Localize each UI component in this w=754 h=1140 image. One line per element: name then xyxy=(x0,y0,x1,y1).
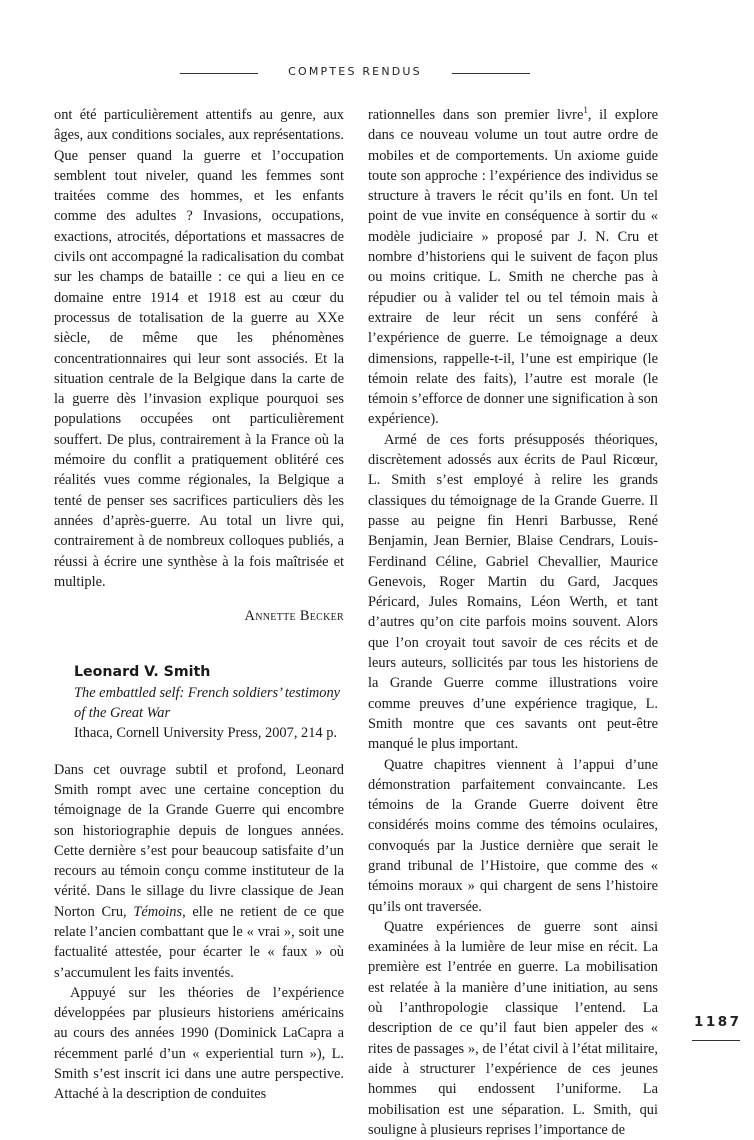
work-title-temoins: Témoins xyxy=(133,903,183,920)
footnote-marker: 1 xyxy=(583,105,588,116)
running-header xyxy=(0,62,754,86)
right-paragraph-1-a: rationnelles dans son premier livre xyxy=(368,107,584,123)
right-paragraph-4: Quatre expériences de guerre sont ainsi examinées à la lumière de leur mise en récit. La première est l’entrée en guerre. La mobilisation est relatée à la manière d’une initiation, au sens où l’anthropologie classique l’entend. La description de ce qu’il faut bien appeler des « rites de passages », de l’état civil à l’état militaire, aide à structurer l’expérience de ces jeunes hommes qui endossent l’uniforme. La mobilisation est une séparation. L. Smith, qui souligne à plusieurs reprises l’importance de xyxy=(368,918,658,1138)
running-title: COMPTES RENDUS xyxy=(288,65,422,78)
right-paragraph-1-b: , il explore dans ce nouveau volume un tout autre ordre de mobiles et de comportements. Un axiome guide toute son approche : l’expérience des individus se structure à travers le récit qu’ils en font. Un tel point de vue invite en conséquence à sortir du « modèle judiciaire » proposé par J. N. Cru et nombre d’historiens qui le suivent de façon plus ou moins critique. L. Smith ne cherche pas à répudier ou à valider tel ou tel témoin mais à extraire de leur récit un sens conféré à l’expérience de guerre. Le témoignage a deux dimensions, rappelle-t-il, l’une est empirique (le témoin relate des faits), l’autre est morale (le témoin s’efforce de donner une signification à son expérience). xyxy=(368,107,658,428)
book-title: The embattled self: French soldiers’ testimony of the Great War xyxy=(74,684,341,722)
page-number: 1187 xyxy=(694,1014,742,1030)
left-paragraph-2-a: Dans cet ouvrage subtil et profond, Leonard Smith rompt avec une certaine conception du témoignage de la Grande Guerre qui encombre son historiographie depuis de longues années. Cette dernière s’est pour beaucoup satisfaite d’un recours au témoin conçu comme instituteur de la vérité. Dans le sillage du livre classique de Jean Norton Cru, xyxy=(54,761,344,920)
book-publication: Ithaca, Cornell University Press, 2007, 214 p. xyxy=(74,725,337,742)
right-paragraph-3: Quatre chapitres viennent à l’appui d’une démonstration parfaitement convaincante. Les témoins de la Grande Guerre doivent être considérés moins comme des témoins oculaires, convoqués par la Justice dernière que serait le grand tribunal de l’Histoire, que comme des « témoins moraux » qui chargent de sens l’histoire qu’ils ont traversée. xyxy=(368,756,658,915)
left-column xyxy=(54,105,344,1105)
right-paragraph-1 xyxy=(368,105,658,430)
header-rule-right xyxy=(452,73,530,74)
right-paragraph-2: Armé de ces forts présupposés théoriques, discrètement adossés aux écrits de Paul Ricœur, L. Smith s’est employé à relire les grands classiques du témoignage de la Grande Guerre. Il passe au peigne fin Henri Barbusse, René Benjamin, Jean Bernier, Blaise Cendrars, Louis-Ferdinand Céline, Gabriel Chevallier, Maurice Genevois, Roger Martin du Gard, Jacques Péricard, Jules Romains, Léon Werth, et tant d’autres qu’on cite parfois moins souvent. Alors que l’on croyait tout savoir de ces récits et de leurs auteurs, sollicités par tous les historiens de la Grande Guerre comme illustrations voire comme preuves d’une expérience tragique, L. Smith montre que ces savants ont peut-être manqué le plus important. xyxy=(368,431,658,753)
book-author: Leonard V. Smith xyxy=(74,664,211,681)
left-paragraph-1: ont été particulièrement attentifs au genre, aux âges, aux conditions sociales, aux représentations. Que penser quand la guerre et l’occupation semblent tout niveler, quand les femmes sont traitées comme des hommes, et les enfants comme des adultes ? Invasions, occupations, exactions, atrocités, déportations et massacres de civils ont accompagné la radicalisation du combat sur les champs de bataille : ce qui a lieu en ce domaine entre 1914 et 1918 est au cœur du processus de totalisation de la guerre au XXe siècle, de même que les phénomènes concentrationnaires qui leur sont associés. Et la situation centrale de la Belgique dans la carte de la guerre dès l’invasion explique pourquoi ses populations occupées ont particulièrement souffert. De plus, contrairement à la France où la mémoire du conflit a pratiquement oblitéré ces réalités vues comme régionales, la Belgique a tenté de penser ses sacrifices particuliers dès les années d’après-guerre. Au total un livre qui, contrairement à de nombreux colloques publiés, a réussi à écrire une synthèse à la fois maîtrisée et multiple. xyxy=(54,107,344,590)
left-paragraph-2 xyxy=(54,760,344,983)
page-number-rule xyxy=(692,1040,740,1041)
header-rule-left xyxy=(180,73,258,74)
left-paragraph-3: Appuyé sur les théories de l’expérience développées par plusieurs historiens américains au cours des années 1990 (Dominick LaCapra a récemment parlé d’un « experiential turn »), L. Smith s’est inscrit ici dans une autre perspective. Attaché à la description de conduites xyxy=(54,984,344,1103)
right-column xyxy=(368,105,658,1140)
left-paragraph-2-b: , elle ne retient de ce que relate l’ancien combattant que le « vrai », soit une factualité attestée, pour écarter le « faux » où s’accumulent les faits inventés. xyxy=(54,903,344,981)
book-reference xyxy=(74,662,344,743)
review-signature: Annette Becker xyxy=(244,608,344,625)
